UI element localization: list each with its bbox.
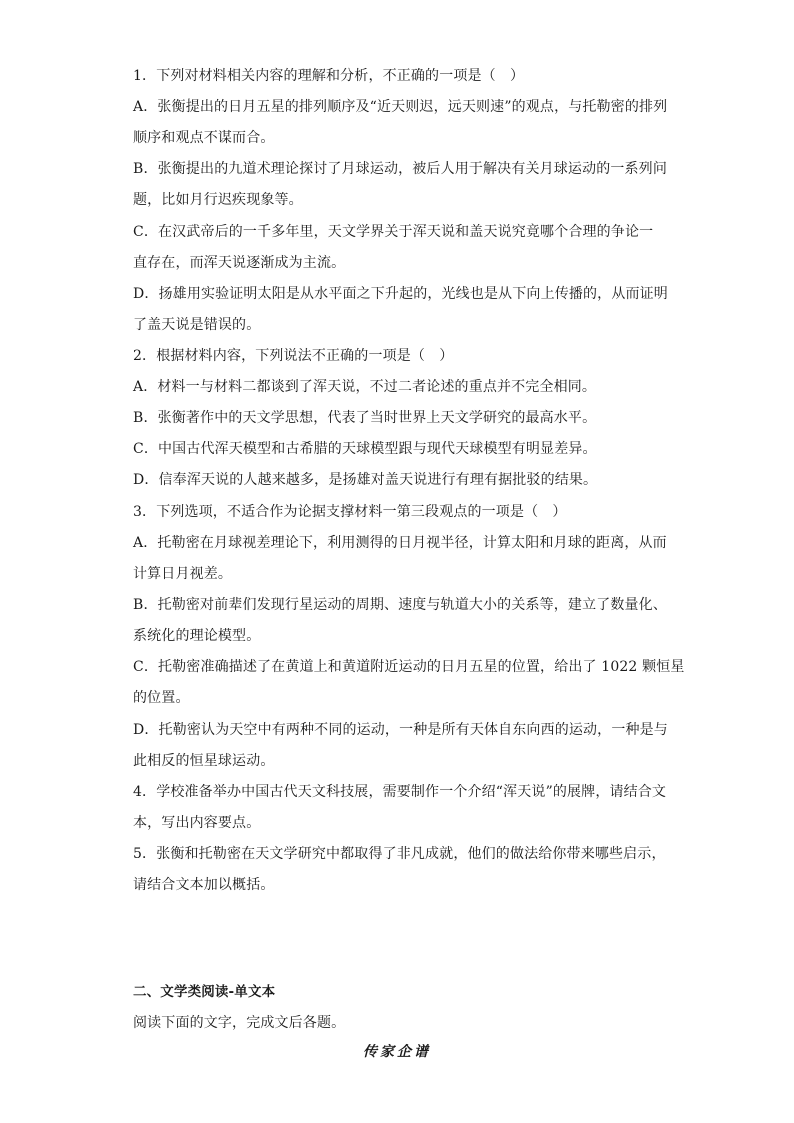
question-2-option-d: D．信奉浑天说的人越来越多，是扬雄对盖天说进行有理有据批驳的结果。 [133,472,598,488]
section-heading: 二、文学类阅读-单文本 [133,984,276,1000]
question-3-option-b-line-1: B．托勒密对前辈们发现行星运动的周期、速度与轨道大小的关系等，建立了数量化、 [133,597,667,613]
footer-title: 传家企谱 [363,1044,431,1060]
question-1-stem: 1．下列对材料相关内容的理解和分析，不正确的一项是（ ） [133,68,525,84]
question-3-option-c-line-1: C．托勒密准确描述了在黄道上和黄道附近运动的日月五星的位置，给出了 1022 颗恒星 [133,659,685,675]
question-3-option-d-line-2: 此相反的恒星球运动。 [133,753,275,769]
question-2-option-b: B．张衡著作中的天文学思想，代表了当时世界上天文学研究的最高水平。 [133,410,597,426]
question-1-option-c-line-2: 直存在，而浑天说逐渐成为主流。 [133,255,346,271]
question-3-option-a-line-2: 计算日月视差。 [133,566,233,582]
question-4-stem-line-2: 本，写出内容要点。 [133,815,261,831]
question-3-option-b-line-2: 系统化的理论模型。 [133,628,261,644]
question-1-option-d-line-2: 了盖天说是错误的。 [133,317,261,333]
question-5-stem-line-1: 5．张衡和托勒密在天文学研究中都取得了非凡成就，他们的做法给你带来哪些启示， [133,846,666,862]
question-2-option-c: C．中国古代浑天模型和古希腊的天球模型跟与现代天球模型有明显差异。 [133,441,597,457]
question-2-option-a: A．材料一与材料二都谈到了浑天说，不过二者论述的重点并不完全相同。 [133,379,597,395]
section-instruction: 阅读下面的文字，完成文后各题。 [133,1015,346,1031]
question-3-option-d-line-1: D．托勒密认为天空中有两种不同的运动，一种是所有天体自东向西的运动，一种是与 [133,722,668,738]
question-3-option-a-line-1: A．托勒密在月球视差理论下，利用测得的日月视半径，计算太阳和月球的距离，从而 [133,535,667,551]
question-4-stem-line-1: 4．学校准备举办中国古代天文科技展，需要制作一个介绍“浑天说”的展牌，请结合文 [133,784,667,800]
question-1-option-a-line-1: A．张衡提出的日月五星的排列顺序及“近天则迟，远天则速”的观点，与托勒密的排列 [133,99,668,115]
question-5-stem-line-2: 请结合文本加以概括。 [133,877,275,893]
question-1-option-c-line-1: C．在汉武帝后的一千多年里，天文学界关于浑天说和盖天说究竟哪个合理的争论一 [133,224,654,240]
question-1-option-b-line-1: B．张衡提出的九道术理论探讨了月球运动，被后人用于解决有关月球运动的一系列问 [133,161,667,177]
question-1-option-b-line-2: 题，比如月行迟疾现象等。 [133,192,303,208]
question-3-option-c-line-2: 的位置。 [133,690,190,706]
question-3-stem: 3．下列选项，不适合作为论据支撑材料一第三段观点的一项是（ ） [133,504,567,520]
question-1-option-d-line-1: D．扬雄用实验证明太阳是从水平面之下升起的，光线也是从下向上传播的，从而证明 [133,286,668,302]
question-2-stem: 2．根据材料内容，下列说法不正确的一项是（ ） [133,348,454,364]
question-1-option-a-line-2: 顺序和观点不谋而合。 [133,130,275,146]
